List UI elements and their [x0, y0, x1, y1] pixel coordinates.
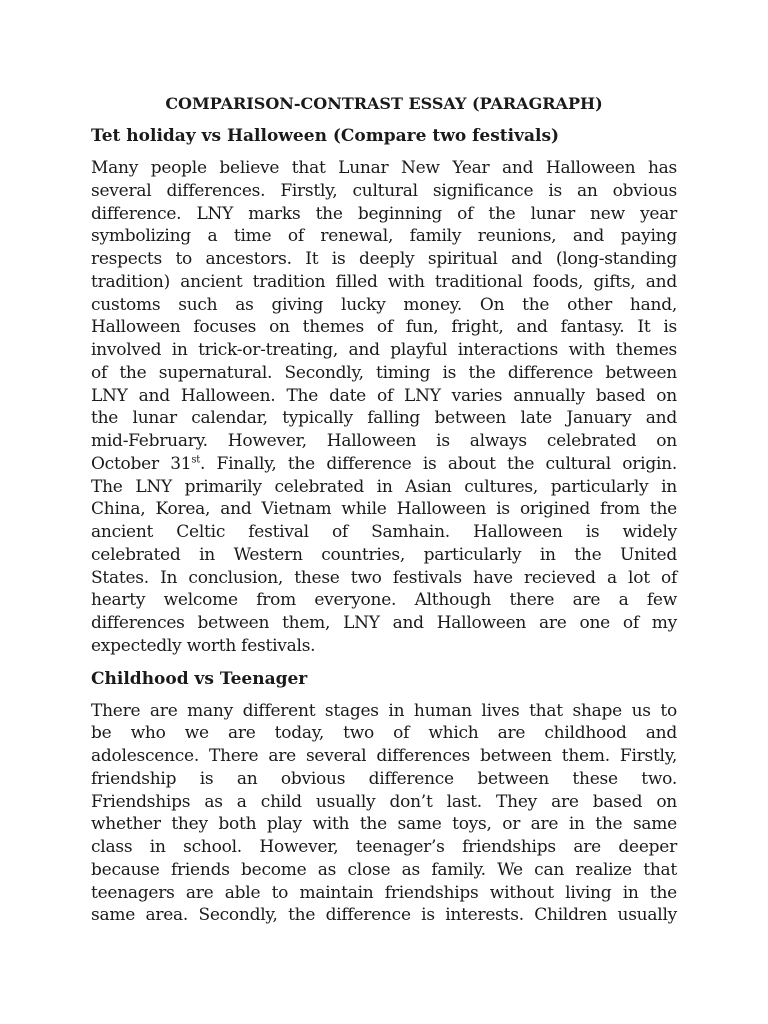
section-heading-childhood-vs-teenager: Childhood vs Teenager	[91, 668, 308, 689]
text-line: difference. LNY marks the beginning of the lunar new year	[91, 203, 677, 224]
text-line: ancient Celtic festival of Samhain. Halloween is widely	[91, 522, 677, 542]
text-line: hearty welcome from everyone. Although there are a few	[91, 590, 677, 611]
text-line: celebrated in Western countries, particularly in the United	[91, 544, 677, 565]
text-line: The LNY primarily celebrated in Asian cultures, particularly in	[91, 476, 677, 497]
paragraph-childhood-vs-teenager	[91, 700, 677, 928]
section-heading-tet-vs-halloween: Tet holiday vs Halloween (Compare two festivals)	[91, 126, 560, 146]
date-ordinal-suffix: st	[191, 454, 201, 466]
text-line: differences between them, LNY and Halloween are one of my	[91, 613, 677, 633]
text-line: customs such as giving lucky money. On the other hand,	[91, 294, 677, 315]
paragraph-tet-vs-halloween	[91, 157, 677, 658]
text-line: expectedly worth festivals.	[91, 635, 316, 656]
document-page	[91, 93, 677, 937]
text-line-date	[91, 453, 677, 476]
text-line: respects to ancestors. It is deeply spiritual and (long-standing	[91, 249, 677, 269]
text-line: whether they both play with the same toys, or are in the same	[91, 814, 677, 835]
text-line: several differences. Firstly, cultural significance is an obvious	[91, 180, 677, 201]
date-text: October 31	[91, 453, 192, 474]
text-line: tradition) ancient tradition filled with traditional foods, gifts, and	[91, 271, 677, 292]
text-line: Many people believe that Lunar New Year and Halloween has	[91, 158, 677, 178]
text-line: There are many different stages in human lives that shape us to	[91, 700, 677, 721]
essay-title: COMPARISON-CONTRAST ESSAY (PARAGRAPH)	[165, 94, 603, 113]
text-line: States. In conclusion, these two festivals have recieved a lot of	[91, 567, 677, 588]
text-line: LNY and Halloween. The date of LNY varies annually based on	[91, 385, 677, 406]
text-line: friendship is an obvious difference between these two.	[91, 768, 677, 789]
text-line: involved in trick-or-treating, and playful interactions with themes	[91, 340, 677, 360]
text-line: class in school. However, teenager’s friendships are deeper	[91, 837, 677, 857]
text-line: the lunar calendar, typically falling between late January and	[91, 408, 677, 429]
text-line: mid-February. However, Halloween is always celebrated on	[91, 431, 677, 451]
text-line: China, Korea, and Vietnam while Halloween is origined from the	[91, 499, 677, 520]
text-line: because friends become as close as family. We can realize that	[91, 859, 677, 880]
text-line: of the supernatural. Secondly, timing is the difference between	[91, 362, 677, 383]
text-line: be who we are today, two of which are childhood and	[91, 723, 677, 744]
text-line: Friendships as a child usually don’t last. They are based on	[91, 791, 677, 812]
text-line: same area. Secondly, the difference is interests. Children usually	[91, 905, 677, 926]
text-line: teenagers are able to maintain friendships without living in the	[91, 882, 677, 903]
text-line: adolescence. There are several differences between them. Firstly,	[91, 746, 677, 766]
text-line: Halloween focuses on themes of fun, fright, and fantasy. It is	[91, 317, 677, 338]
date-line-rest: . Finally, the difference is about the cultural origin.	[200, 453, 677, 474]
text-line: symbolizing a time of renewal, family reunions, and paying	[91, 226, 677, 247]
